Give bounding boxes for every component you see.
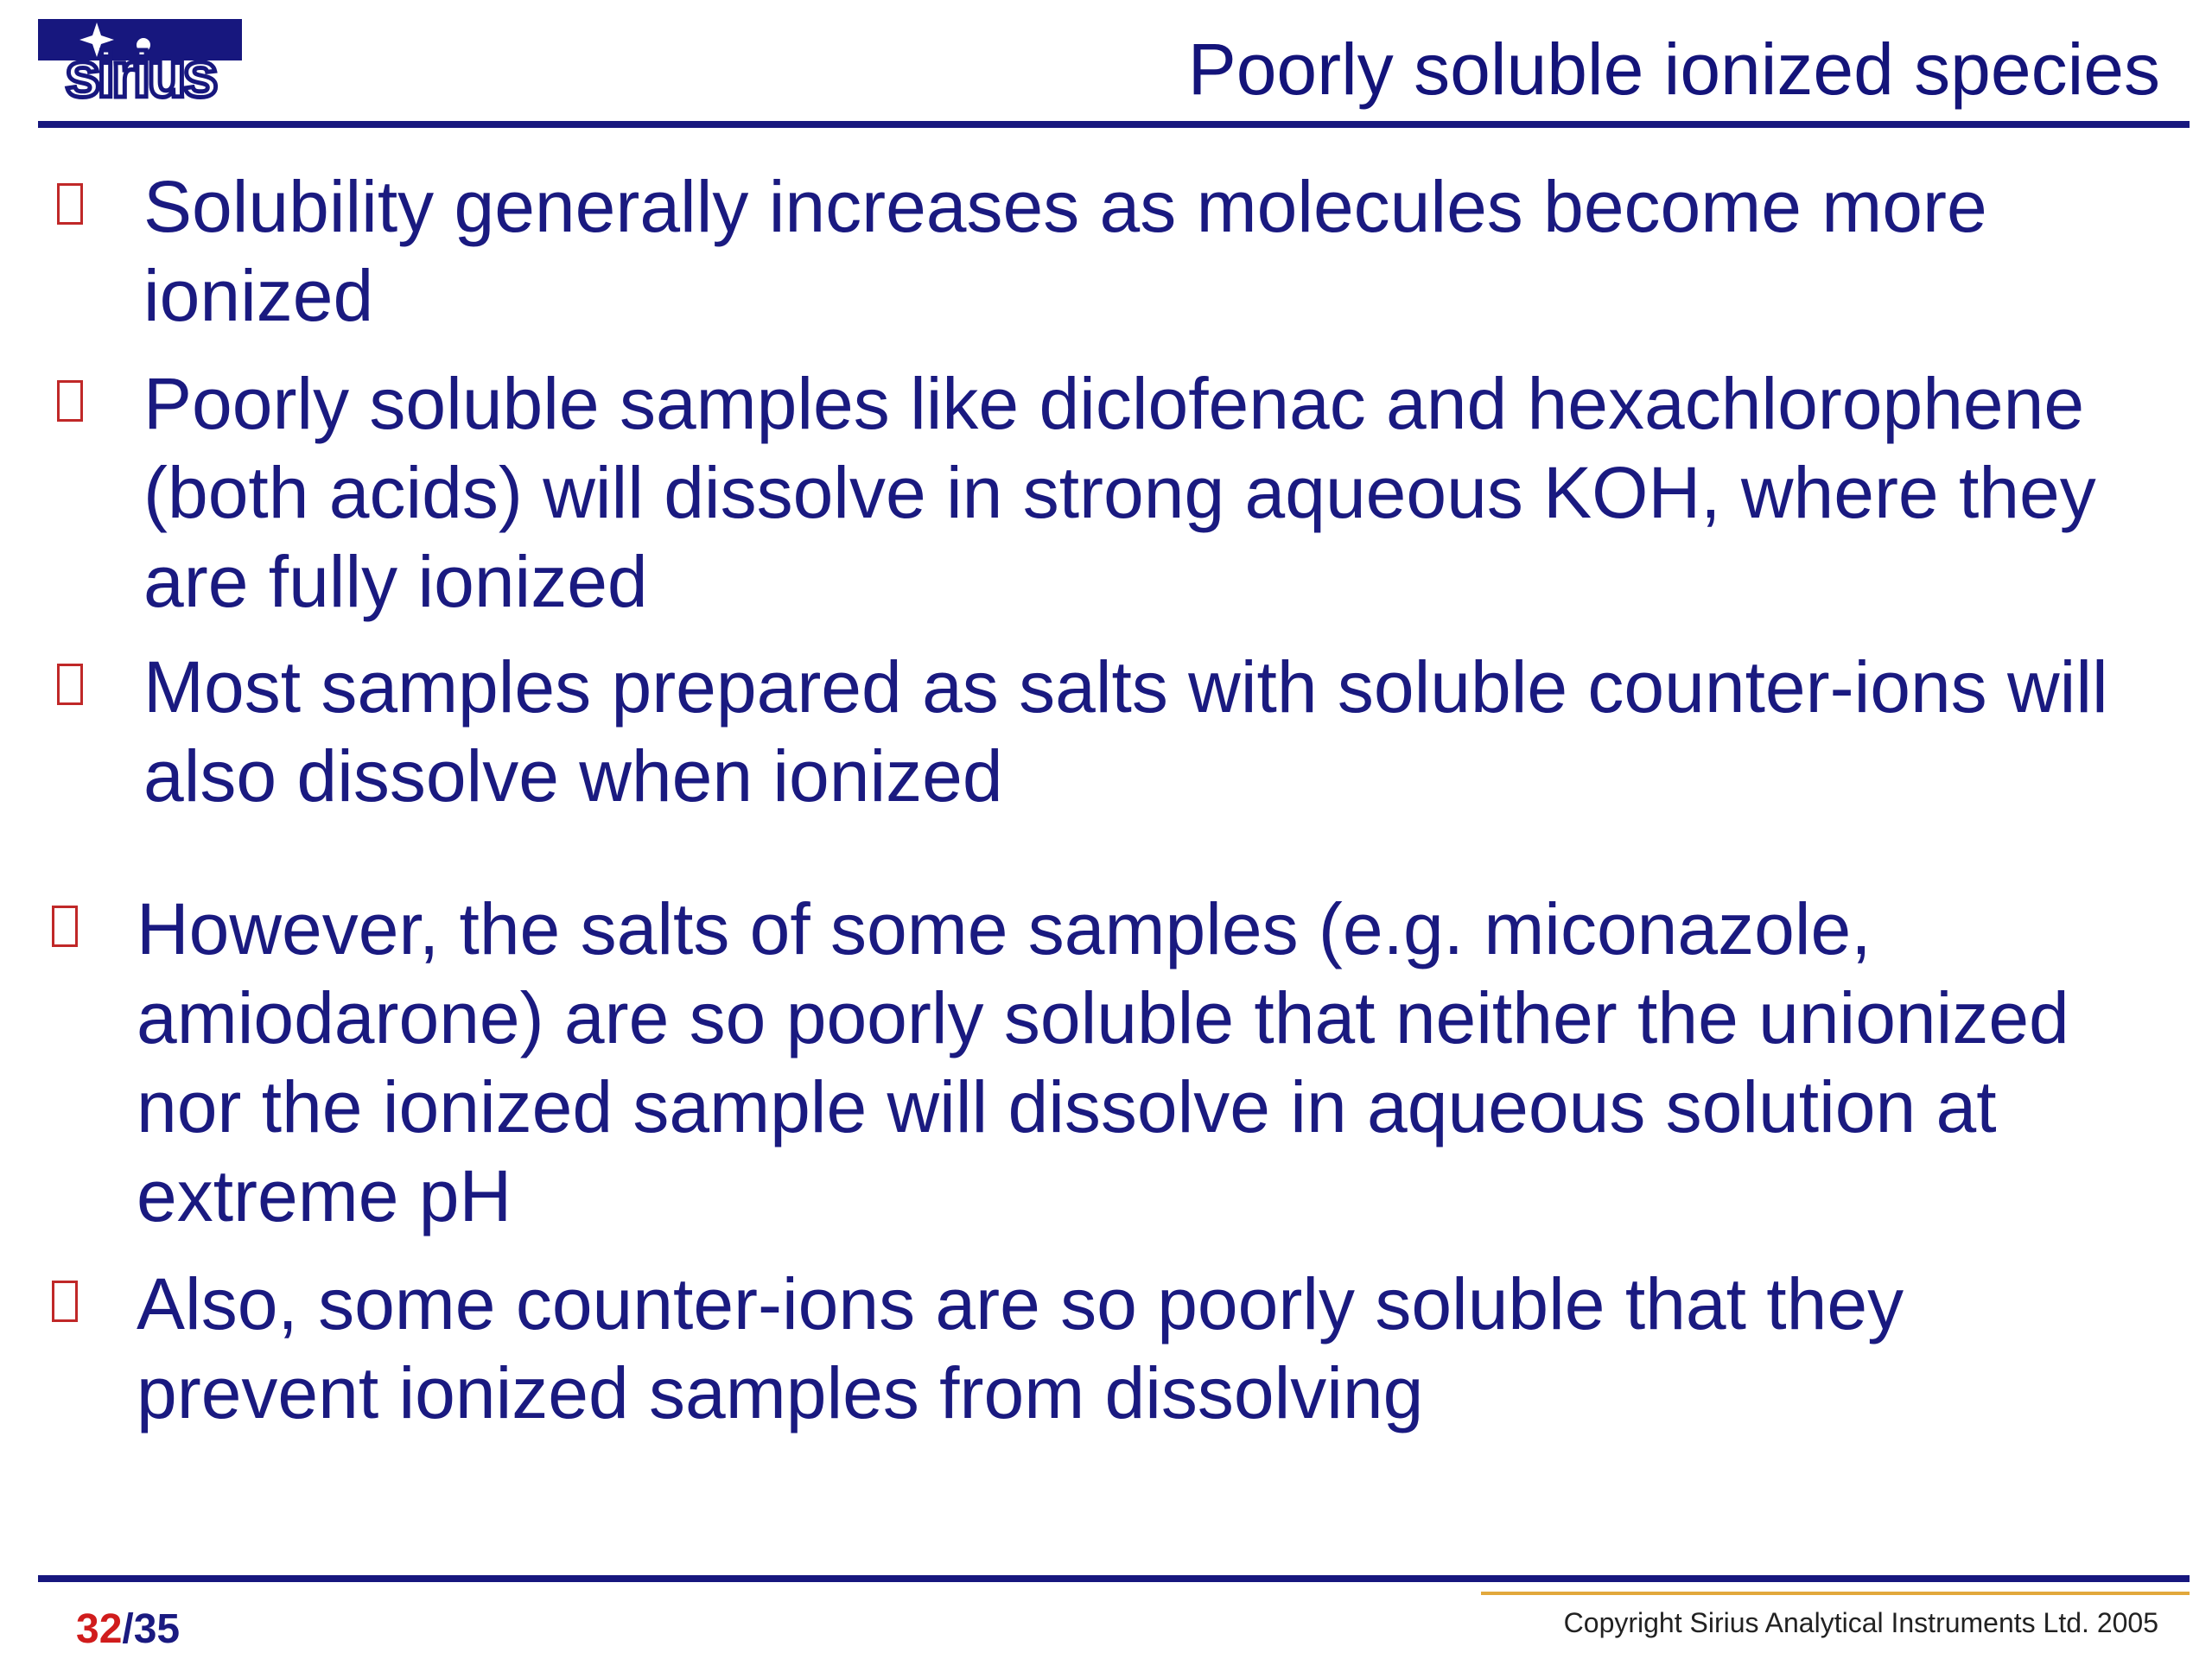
bullet-marker-icon (52, 906, 78, 947)
bullet-line: (both acids) will dissolve in strong aqueous KOH, where they (143, 452, 2096, 533)
svg-text:sirius: sirius (65, 39, 215, 105)
page-number (76, 1605, 180, 1653)
bullet-marker-icon (57, 664, 83, 705)
page-separator: / (122, 1606, 134, 1652)
bullet-marker-icon (57, 183, 83, 225)
footer-accent-line (1481, 1592, 2190, 1595)
sirius-logo (38, 19, 242, 105)
copyright-notice: Copyright Sirius Analytical Instruments Ltd. 2005 (1563, 1607, 2158, 1638)
bullet-line: Solubility generally increases as molecules become more (143, 166, 1987, 247)
page-current: 32 (76, 1606, 123, 1652)
bullet-line: extreme pH (137, 1155, 512, 1236)
bullet-line: Most samples prepared as salts with soluble counter-ions will (143, 646, 2108, 728)
slide-title: Poorly soluble ionized species (1187, 29, 2160, 110)
bullet-line: However, the salts of some samples (e.g. miconazole, (137, 888, 1872, 969)
bullet-line: Poorly soluble samples like diclofenac and hexachlorophene (143, 363, 2085, 444)
bullet-line: ionized (143, 255, 374, 336)
header-rule (38, 121, 2190, 128)
bullet-line: amiodarone) are so poorly soluble that neither the unionized (137, 977, 2069, 1058)
bullet-line: nor the ionized sample will dissolve in aqueous solution at (137, 1066, 1997, 1147)
bullet-line: prevent ionized samples from dissolving (137, 1352, 1424, 1433)
bullet-marker-icon (52, 1281, 78, 1322)
bullet-line: are fully ionized (143, 541, 648, 622)
footer-rule (38, 1575, 2190, 1582)
bullet-line: Also, some counter-ions are so poorly soluble that they (137, 1263, 1904, 1344)
bullet-marker-icon (57, 380, 83, 422)
bullet-line: also dissolve when ionized (143, 735, 1003, 817)
page-total: 35 (133, 1606, 181, 1652)
